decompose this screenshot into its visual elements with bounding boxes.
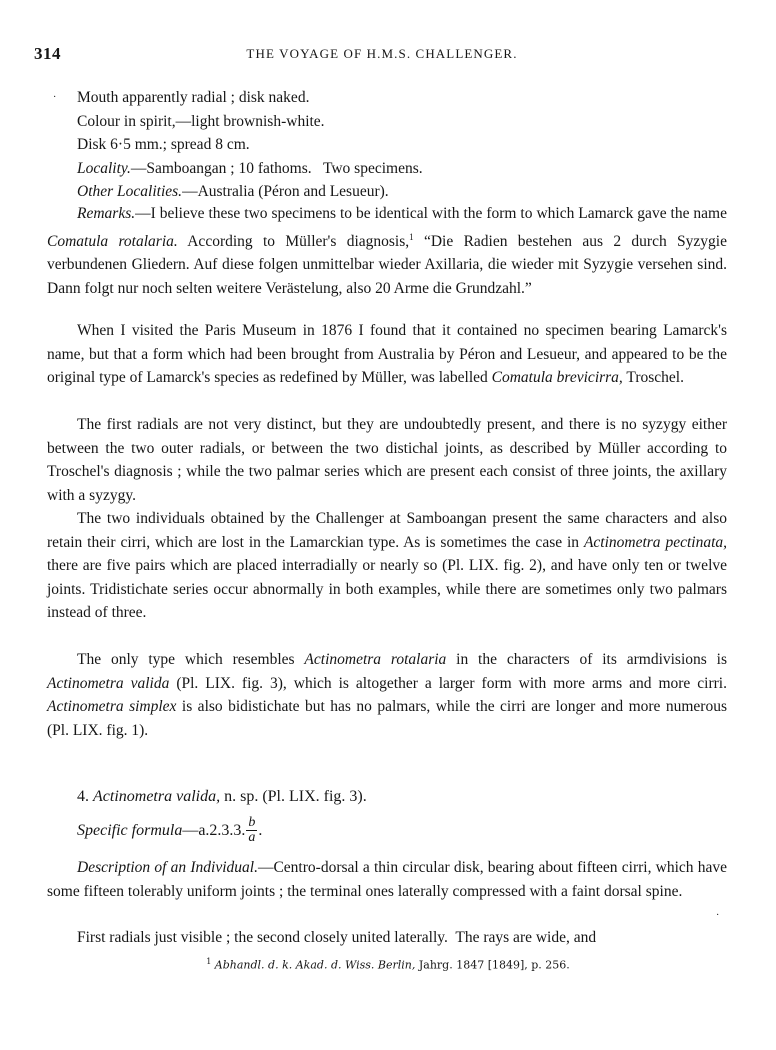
remarks-p5-text-4: is also bidistichate but has no palmars, while the cirri are longer and more numerous (Pl. LIX. fig. 1). <box>47 698 727 739</box>
remarks-paragraph-2 <box>47 319 727 390</box>
description-line-mouth: Mouth apparently radial ; disk naked. <box>77 89 310 106</box>
formula-end: . <box>258 821 263 839</box>
description-block <box>77 86 727 204</box>
remarks-p2-text-2: Troschel. <box>622 369 684 386</box>
formula-text: —a.2.3.3. <box>182 821 246 839</box>
remarks-p1-species: Comatula rotalaria. <box>47 232 178 250</box>
locality-text: —Samboangan ; 10 fathoms. Two specimens. <box>130 159 423 177</box>
other-localities-line <box>77 180 727 204</box>
margin-mark: · <box>53 92 57 103</box>
remarks-p4-text-2: there are five pairs which are placed interradially or nearly so (Pl. LIX. fig. 2), and have only ten or twelve joints. Tridistichate series occur abnormally in both examples, while there are sometimes only two palmars instead of three. <box>47 557 727 621</box>
next-paragraph-text: First radials just visible ; the second closely united laterally. The rays are wide, and <box>77 929 597 946</box>
remarks-p1-text-1: —I believe these two specimens to be identical with the form to which Lamarck gave the name <box>135 205 727 222</box>
footnote-details: Jahrg. 1847 [1849], p. 256. <box>415 958 570 972</box>
formula-fraction <box>246 816 257 845</box>
species-name: Actinometra valida, <box>93 788 221 805</box>
description-label: Description of an Individual. <box>77 859 258 876</box>
remarks-p3-text: The first radials are not very distinct, but they are undoubtedly present, and there is no syzygy either between the two outer radials, or between the two distichal joints, as described by Müller according to Troschel's diagnosis ; while the two palmar series which are present each consist of three joints, the axillary with a syzygy. <box>47 416 727 504</box>
remarks-p5-species-1: Actinometra rotalaria <box>304 651 447 668</box>
specific-formula <box>77 816 262 845</box>
remarks-paragraph-1 <box>47 202 727 300</box>
footnote <box>0 957 776 972</box>
footnote-number: 1 <box>206 957 212 966</box>
remarks-p4-text-1: The two individuals obtained by the Challenger at Samboangan present the same characters and also retain their cirri, which are lost in the Lamarckian type. As is sometimes the case in <box>47 510 727 551</box>
other-localities-text: —Australia (Péron and Lesueur). <box>182 183 389 200</box>
page-header <box>34 44 730 66</box>
remarks-p5-text-3: (Pl. LIX. fig. 3), which is altogether a larger form with more arms and more cirri. <box>169 674 727 692</box>
page-number: 314 <box>34 44 61 63</box>
remarks-paragraph-5 <box>47 648 727 742</box>
species-number: 4. <box>77 788 89 805</box>
other-localities-label: Other Localities. <box>77 183 183 200</box>
formula-denominator: a <box>248 830 256 845</box>
footnote-source: Abhandl. d. k. Akad. d. Wiss. Berlin, <box>214 958 416 972</box>
remarks-p5-species-2: Actinometra valida <box>47 674 170 692</box>
remarks-label: Remarks. <box>77 205 136 222</box>
locality-line <box>77 157 727 181</box>
formula-label: Specific formula <box>77 821 183 839</box>
next-paragraph <box>47 926 727 950</box>
remarks-p2-species: Comatula brevicirra, <box>491 369 623 386</box>
margin-mark-right: · <box>716 910 720 921</box>
remarks-paragraph-3 <box>47 413 727 507</box>
remarks-p2-text-1: When I visited the Paris Museum in 1876 I found that it contained no specimen bearing Lamarck's name, but that a form which had been brought from Australia by Péron and Lesueur, and appeared to be the original type of Lamarck's species as redefined by Müller, was labelled <box>47 322 727 386</box>
description-text: —Centro-dorsal a thin circular disk, bearing about fifteen cirri, which have some fifteen tolerably uniform joints ; the terminal ones laterally compressed with a faint dorsal spine. <box>47 859 728 900</box>
footnote-ref: 1 <box>409 231 414 242</box>
remarks-p1-text-3: “Die Radien bestehen aus 2 durch Syzygie verbundenen Gliedern. Auf diese folgen unmittelbar wieder Axillaria, die wieder mit Syzygie versehen sind. Dann folgt nur noch selten weitere Verästelung, also 20 Arme die Grundzahl.” <box>47 232 727 297</box>
remarks-p5-text-1: The only type which resembles <box>77 651 305 668</box>
remarks-p4-species: Actinometra pectinata, <box>583 533 727 551</box>
remarks-p5-text-2: in the characters of its armdivisions is <box>446 651 727 668</box>
locality-label: Locality. <box>77 159 131 177</box>
description-paragraph <box>47 856 727 903</box>
species-heading <box>77 788 367 806</box>
species-suffix: n. sp. (Pl. LIX. fig. 3). <box>220 788 367 805</box>
formula-numerator: b <box>248 815 256 830</box>
description-line-disk: Disk 6·5 mm.; spread 8 cm. <box>77 136 250 153</box>
remarks-p5-species-3: Actinometra simplex <box>47 698 177 715</box>
running-title: THE VOYAGE OF H.M.S. CHALLENGER. <box>246 46 518 61</box>
remarks-p1-text-2: According to Müller's diagnosis, <box>177 232 410 250</box>
description-line-colour: Colour in spirit,—light brownish-white. <box>77 112 325 130</box>
remarks-paragraph-4 <box>47 507 727 625</box>
